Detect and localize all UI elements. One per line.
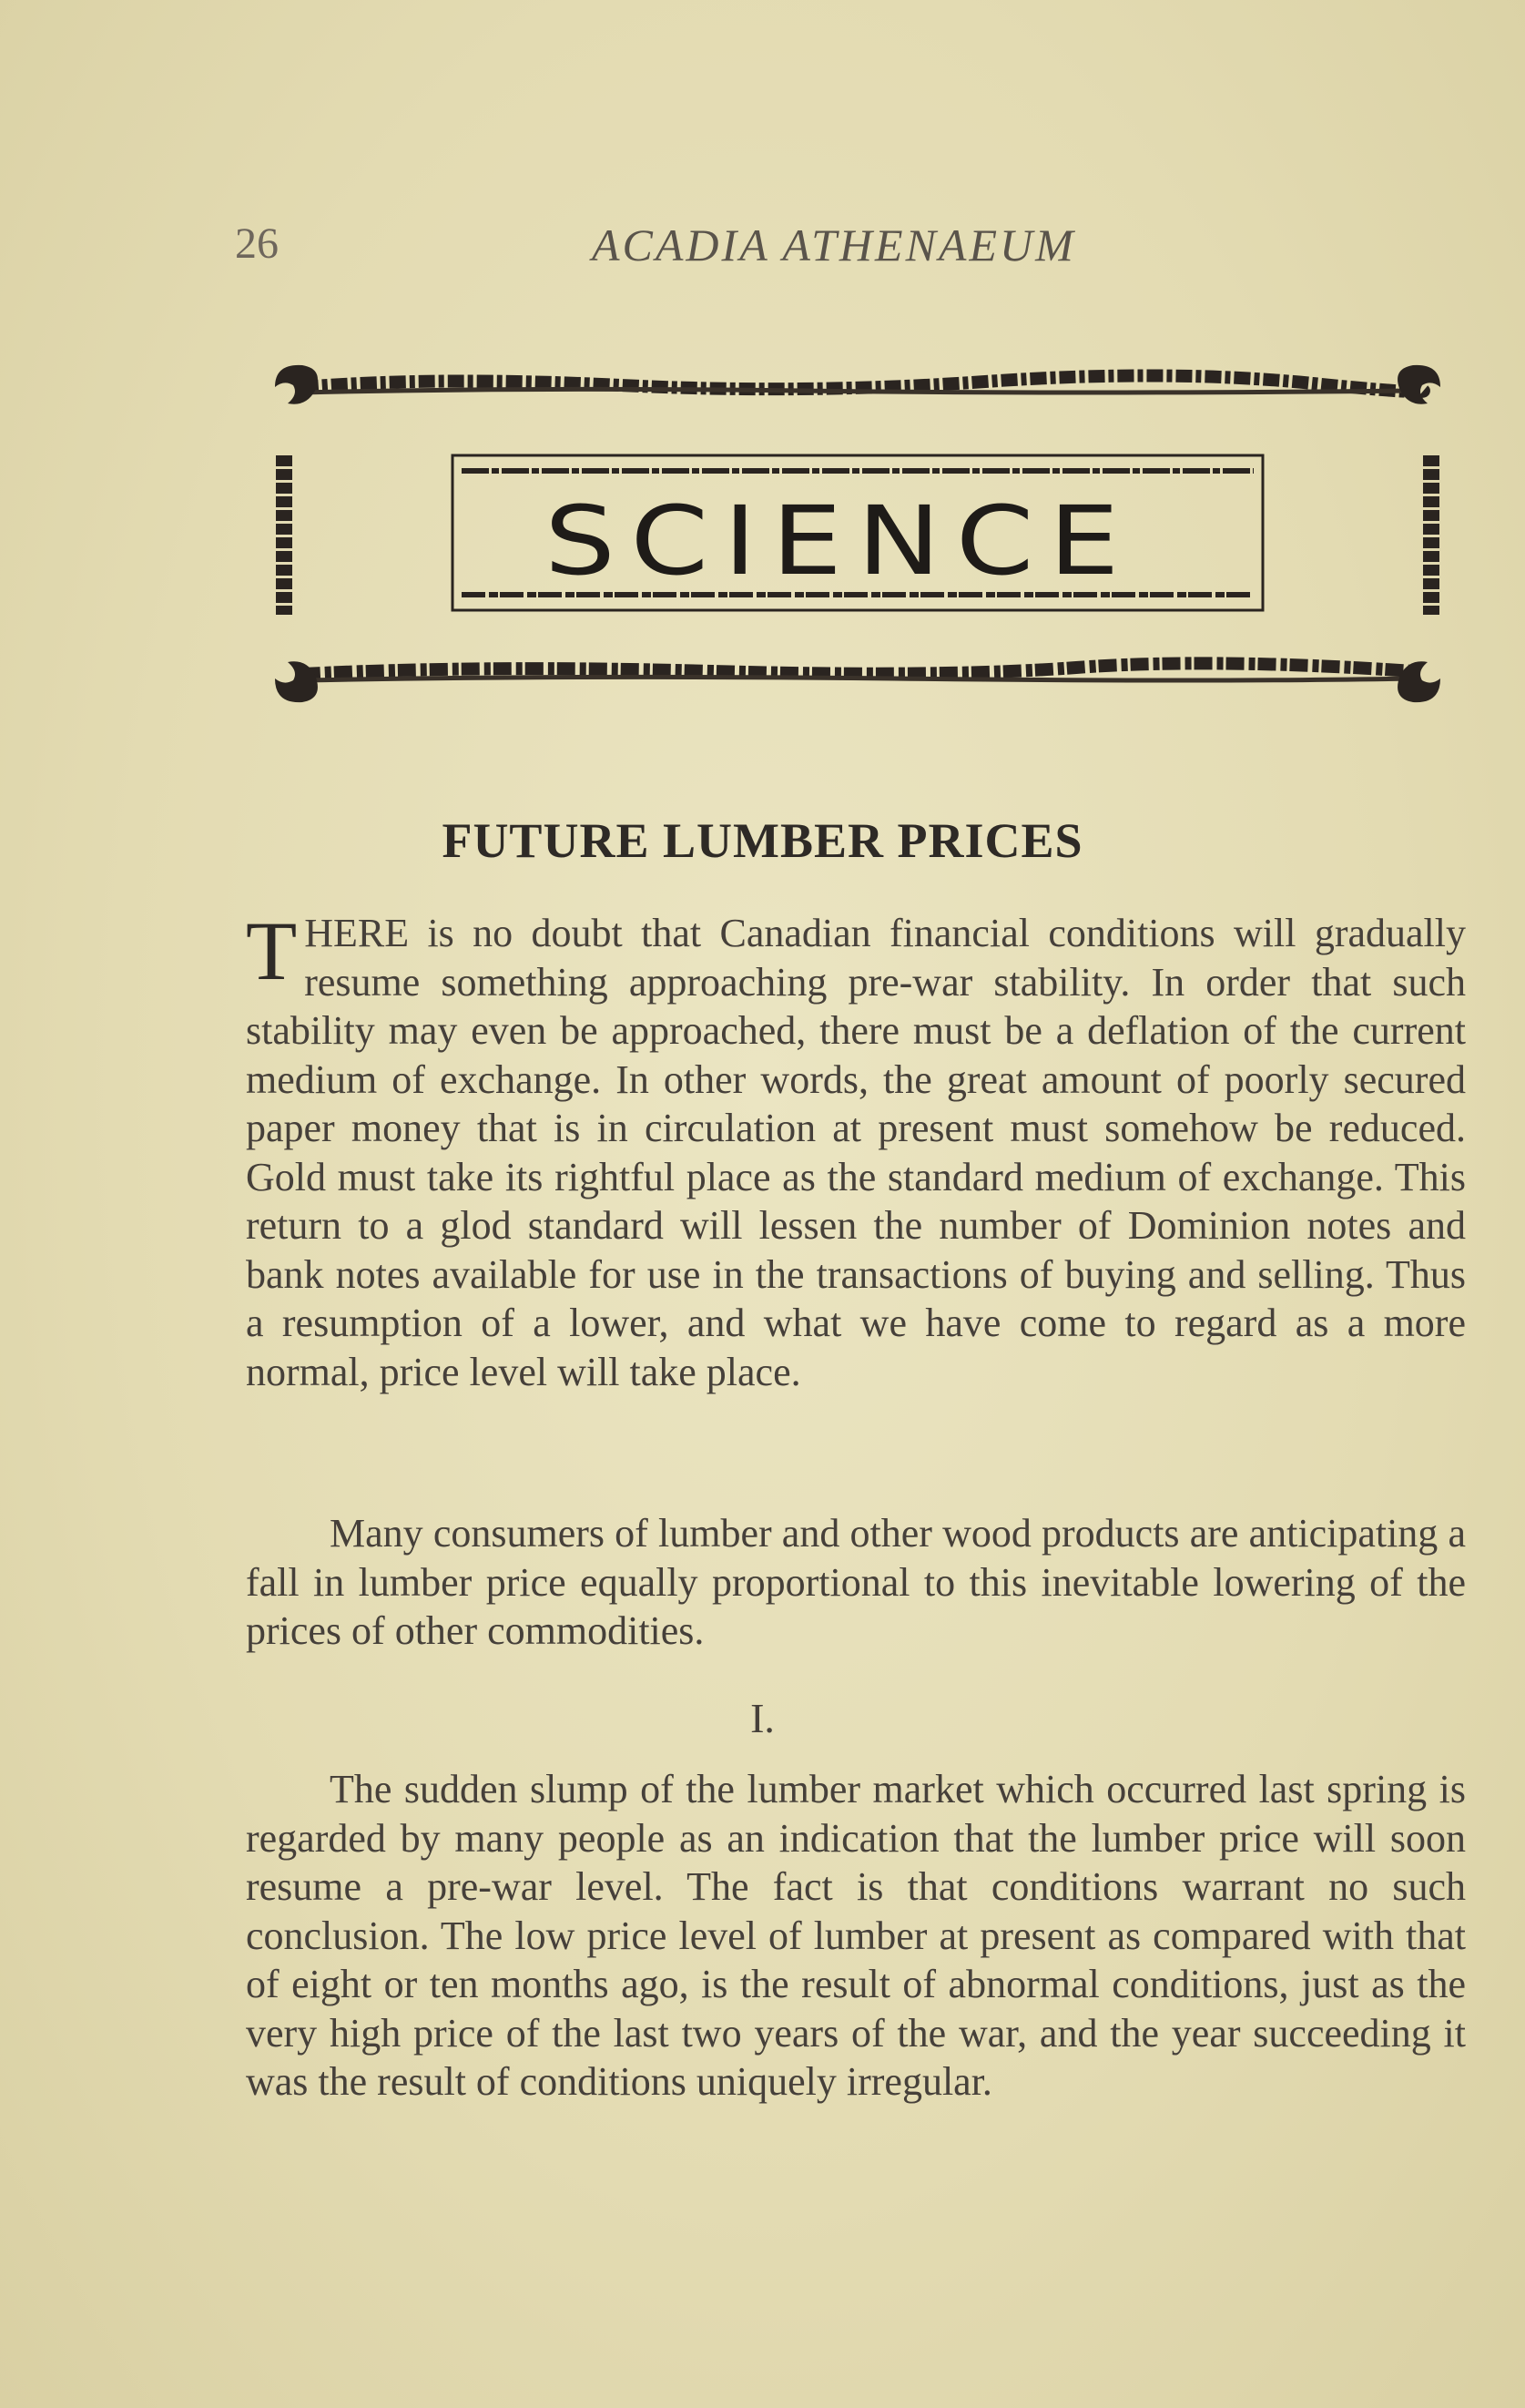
paragraph-1-text: HERE is no doubt that Canadian financial conditions will gradually resume something approaching pre-war stability. In order that such stability may even be approached, there must be a deflation of the current medium of exchange. In other words, the great amount of poorly secured paper money that is in circulation at present must somehow be reduced. Gold must take its rightful place as the standard medium of exchange. This return to a glod standard will lessen the number of Dominion notes and bank notes available for use in the transactions of buying and selling. Thus a resumption of a lower, and what we have come to regard as a more normal, price level will take place. bbox=[246, 911, 1466, 1394]
bottom-rope-border bbox=[302, 663, 1413, 674]
paragraph-1 bbox=[246, 904, 1466, 1396]
knot-top-left bbox=[275, 365, 318, 404]
paragraph-2: Many consumers of lumber and other wood products are anticipating a fall in lumber price equally proportional to this inevitable lowering of the prices of other commodities. bbox=[246, 1511, 1466, 1653]
top-rope-shadow bbox=[302, 389, 1413, 393]
running-header bbox=[235, 219, 1145, 282]
journal-title: ACADIA ATHENAEUM bbox=[592, 219, 1076, 270]
section-title: SCIENCE bbox=[544, 485, 1134, 597]
section-numeral: I. bbox=[750, 1695, 775, 1741]
paragraph-3: The sudden slump of the lumber market which occurred last spring is regarded by many people as an indication that the lumber price will soon resume a pre-war level. The fact is that conditions warrant no such conclusion. The low price level of lumber at present as compared with that of eight or ten months ago, is the result of abnormal conditions, just as the very high price of the last two years of the war, and the year succeeding it was the result of conditions uniquely irregular. bbox=[246, 1767, 1466, 2104]
knot-top-right bbox=[1398, 365, 1440, 404]
bottom-rope-shadow bbox=[302, 677, 1413, 680]
knot-bottom-right bbox=[1398, 661, 1440, 702]
page-number: 26 bbox=[235, 219, 279, 268]
section-banner bbox=[257, 360, 1459, 724]
article-title: FUTURE LUMBER PRICES bbox=[442, 813, 1083, 868]
drop-cap: T bbox=[246, 904, 298, 997]
